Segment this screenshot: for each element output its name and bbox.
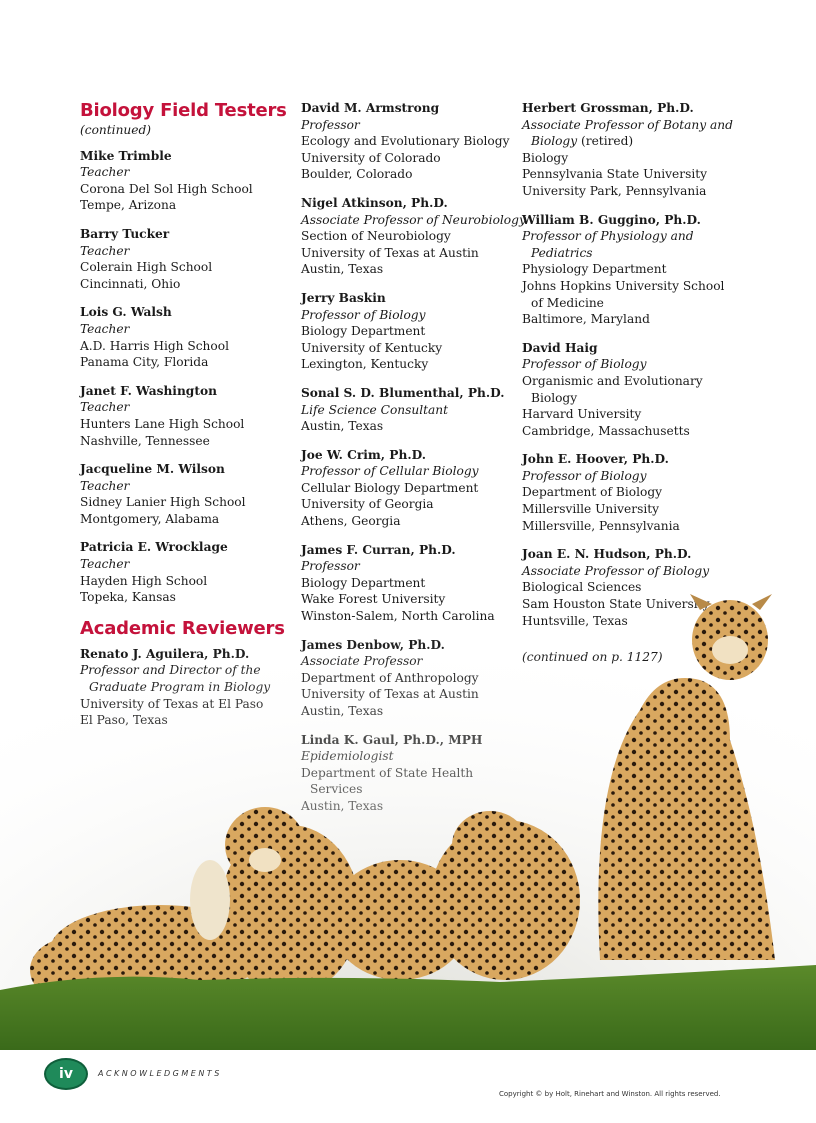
person-title: Teacher (80, 400, 130, 415)
person-title: Associate Professor of Biology (522, 563, 710, 578)
person-affiliation: Colerain High School (80, 260, 213, 275)
person-entry (301, 195, 526, 278)
person-title: Professor of Biology (522, 468, 647, 483)
person-name: James F. Curran, Ph.D. (301, 542, 456, 557)
person-location: Millersville, Pennsylvania (522, 518, 680, 533)
person-name: Sonal S. D. Blumenthal, Ph.D. (301, 385, 505, 400)
person-name: Jacqueline M. Wilson (80, 462, 225, 477)
person-affiliation: Harvard University (522, 407, 642, 422)
person-entry (80, 461, 300, 527)
person-entry (301, 290, 521, 373)
person-location: Boulder, Colorado (301, 167, 413, 182)
person-affiliation: Department of Biology (522, 485, 663, 500)
section-label: ACKNOWLEDGMENTS (98, 1069, 222, 1078)
person-name: Mike Trimble (80, 148, 172, 163)
person-title: Life Science Consultant (301, 402, 449, 417)
person-name: David M. Armstrong (301, 101, 440, 115)
person-entry (522, 212, 725, 328)
person-title: Teacher (80, 243, 130, 258)
person-affiliation: Section of Neurobiology (301, 229, 451, 244)
person-name: Jerry Baskin (301, 290, 386, 305)
person-affiliation-cont: of Medicine (531, 295, 604, 310)
person-affiliation: University of Colorado (301, 150, 441, 165)
person-name: David Haig (522, 340, 598, 355)
person-name: Lois G. Walsh (80, 305, 172, 320)
person-name: William B. Guggino, Ph.D. (522, 212, 701, 227)
person-affiliation: Millersville University (522, 502, 660, 517)
person-affiliation: Corona Del Sol High School (80, 181, 253, 196)
person-entry (80, 226, 300, 292)
person-title: Professor of Biology (301, 307, 426, 322)
person-affiliation: Hunters Lane High School (80, 416, 245, 431)
person-affiliation: Pennsylvania State University (522, 167, 708, 182)
person-affiliation: Cellular Biology Department (301, 480, 479, 495)
person-affiliation: Biology (522, 150, 569, 165)
person-name: Patricia E. Wrocklage (80, 540, 228, 555)
field-testers-list (80, 148, 300, 606)
person-name: Janet F. Washington (80, 383, 217, 398)
person-title-cont-italic: Biology (531, 134, 578, 149)
person-title-suffix: (retired) (577, 134, 634, 149)
person-affiliation: Organismic and Evolutionary (522, 373, 703, 388)
person-affiliation: A.D. Harris High School (80, 338, 229, 353)
person-entry (522, 340, 722, 440)
person-title: Professor (301, 117, 360, 132)
person-title-cont: Pediatrics (531, 245, 593, 260)
person-title: Teacher (80, 478, 130, 493)
person-affiliation: Ecology and Evolutionary Biology (301, 134, 510, 149)
person-entry (301, 447, 521, 530)
person-location: Cambridge, Massachusetts (522, 423, 690, 438)
person-entry (301, 385, 521, 435)
person-affiliation-cont: Biology (531, 390, 578, 405)
person-entry (80, 383, 300, 449)
person-affiliation: University of Kentucky (301, 340, 443, 355)
person-title: Associate Professor of Botany and (522, 117, 733, 132)
person-name: Barry Tucker (80, 226, 170, 241)
person-affiliation: Biology Department (301, 324, 426, 339)
person-name: Nigel Atkinson, Ph.D. (301, 195, 448, 210)
person-entry (522, 100, 733, 200)
cheetah-photo (0, 580, 816, 1050)
heading-note: (continued) (80, 123, 152, 137)
page-number-badge: iv (44, 1058, 88, 1090)
person-title: Teacher (80, 557, 130, 572)
copyright-notice: Copyright © by Holt, Rinehart and Winston. All rights reserved. (499, 1090, 721, 1098)
person-entry (80, 148, 300, 214)
person-title: Professor of Biology (522, 357, 647, 372)
person-affiliation: Johns Hopkins University School (522, 278, 725, 293)
person-name: Joan E. N. Hudson, Ph.D. (522, 547, 692, 562)
person-affiliation: University of Georgia (301, 497, 434, 512)
person-title: Teacher (80, 321, 130, 336)
person-name: Herbert Grossman, Ph.D. (522, 101, 694, 115)
person-name: Joe W. Crim, Ph.D. (301, 447, 426, 462)
person-title: Professor of Cellular Biology (301, 464, 479, 479)
person-location: Austin, Texas (301, 419, 384, 434)
person-location: University Park, Pennsylvania (522, 183, 707, 198)
person-entry (80, 304, 300, 370)
person-location: Nashville, Tennessee (80, 433, 210, 448)
person-entry (301, 100, 521, 183)
person-location: Cincinnati, Ohio (80, 276, 181, 291)
person-entry (522, 451, 722, 534)
person-location: Panama City, Florida (80, 355, 209, 370)
person-title-cont (522, 133, 722, 150)
person-location: Montgomery, Alabama (80, 511, 220, 526)
person-title: Associate Professor of Neurobiology (301, 212, 526, 227)
person-affiliation: University of Texas at Austin (301, 245, 479, 260)
person-location: Lexington, Kentucky (301, 357, 429, 372)
section-heading-field-testers: Biology Field Testers (80, 100, 287, 121)
person-affiliation: Sidney Lanier High School (80, 495, 246, 510)
person-location: Austin, Texas (301, 262, 384, 277)
person-affiliation: Physiology Department (522, 262, 667, 277)
person-name: John E. Hoover, Ph.D. (522, 452, 669, 467)
person-location: Tempe, Arizona (80, 198, 177, 213)
person-location: Baltimore, Maryland (522, 312, 650, 327)
person-location: Athens, Georgia (301, 514, 401, 529)
person-title: Professor (301, 559, 360, 574)
person-title: Professor of Physiology and (522, 229, 694, 244)
person-title: Teacher (80, 165, 130, 180)
